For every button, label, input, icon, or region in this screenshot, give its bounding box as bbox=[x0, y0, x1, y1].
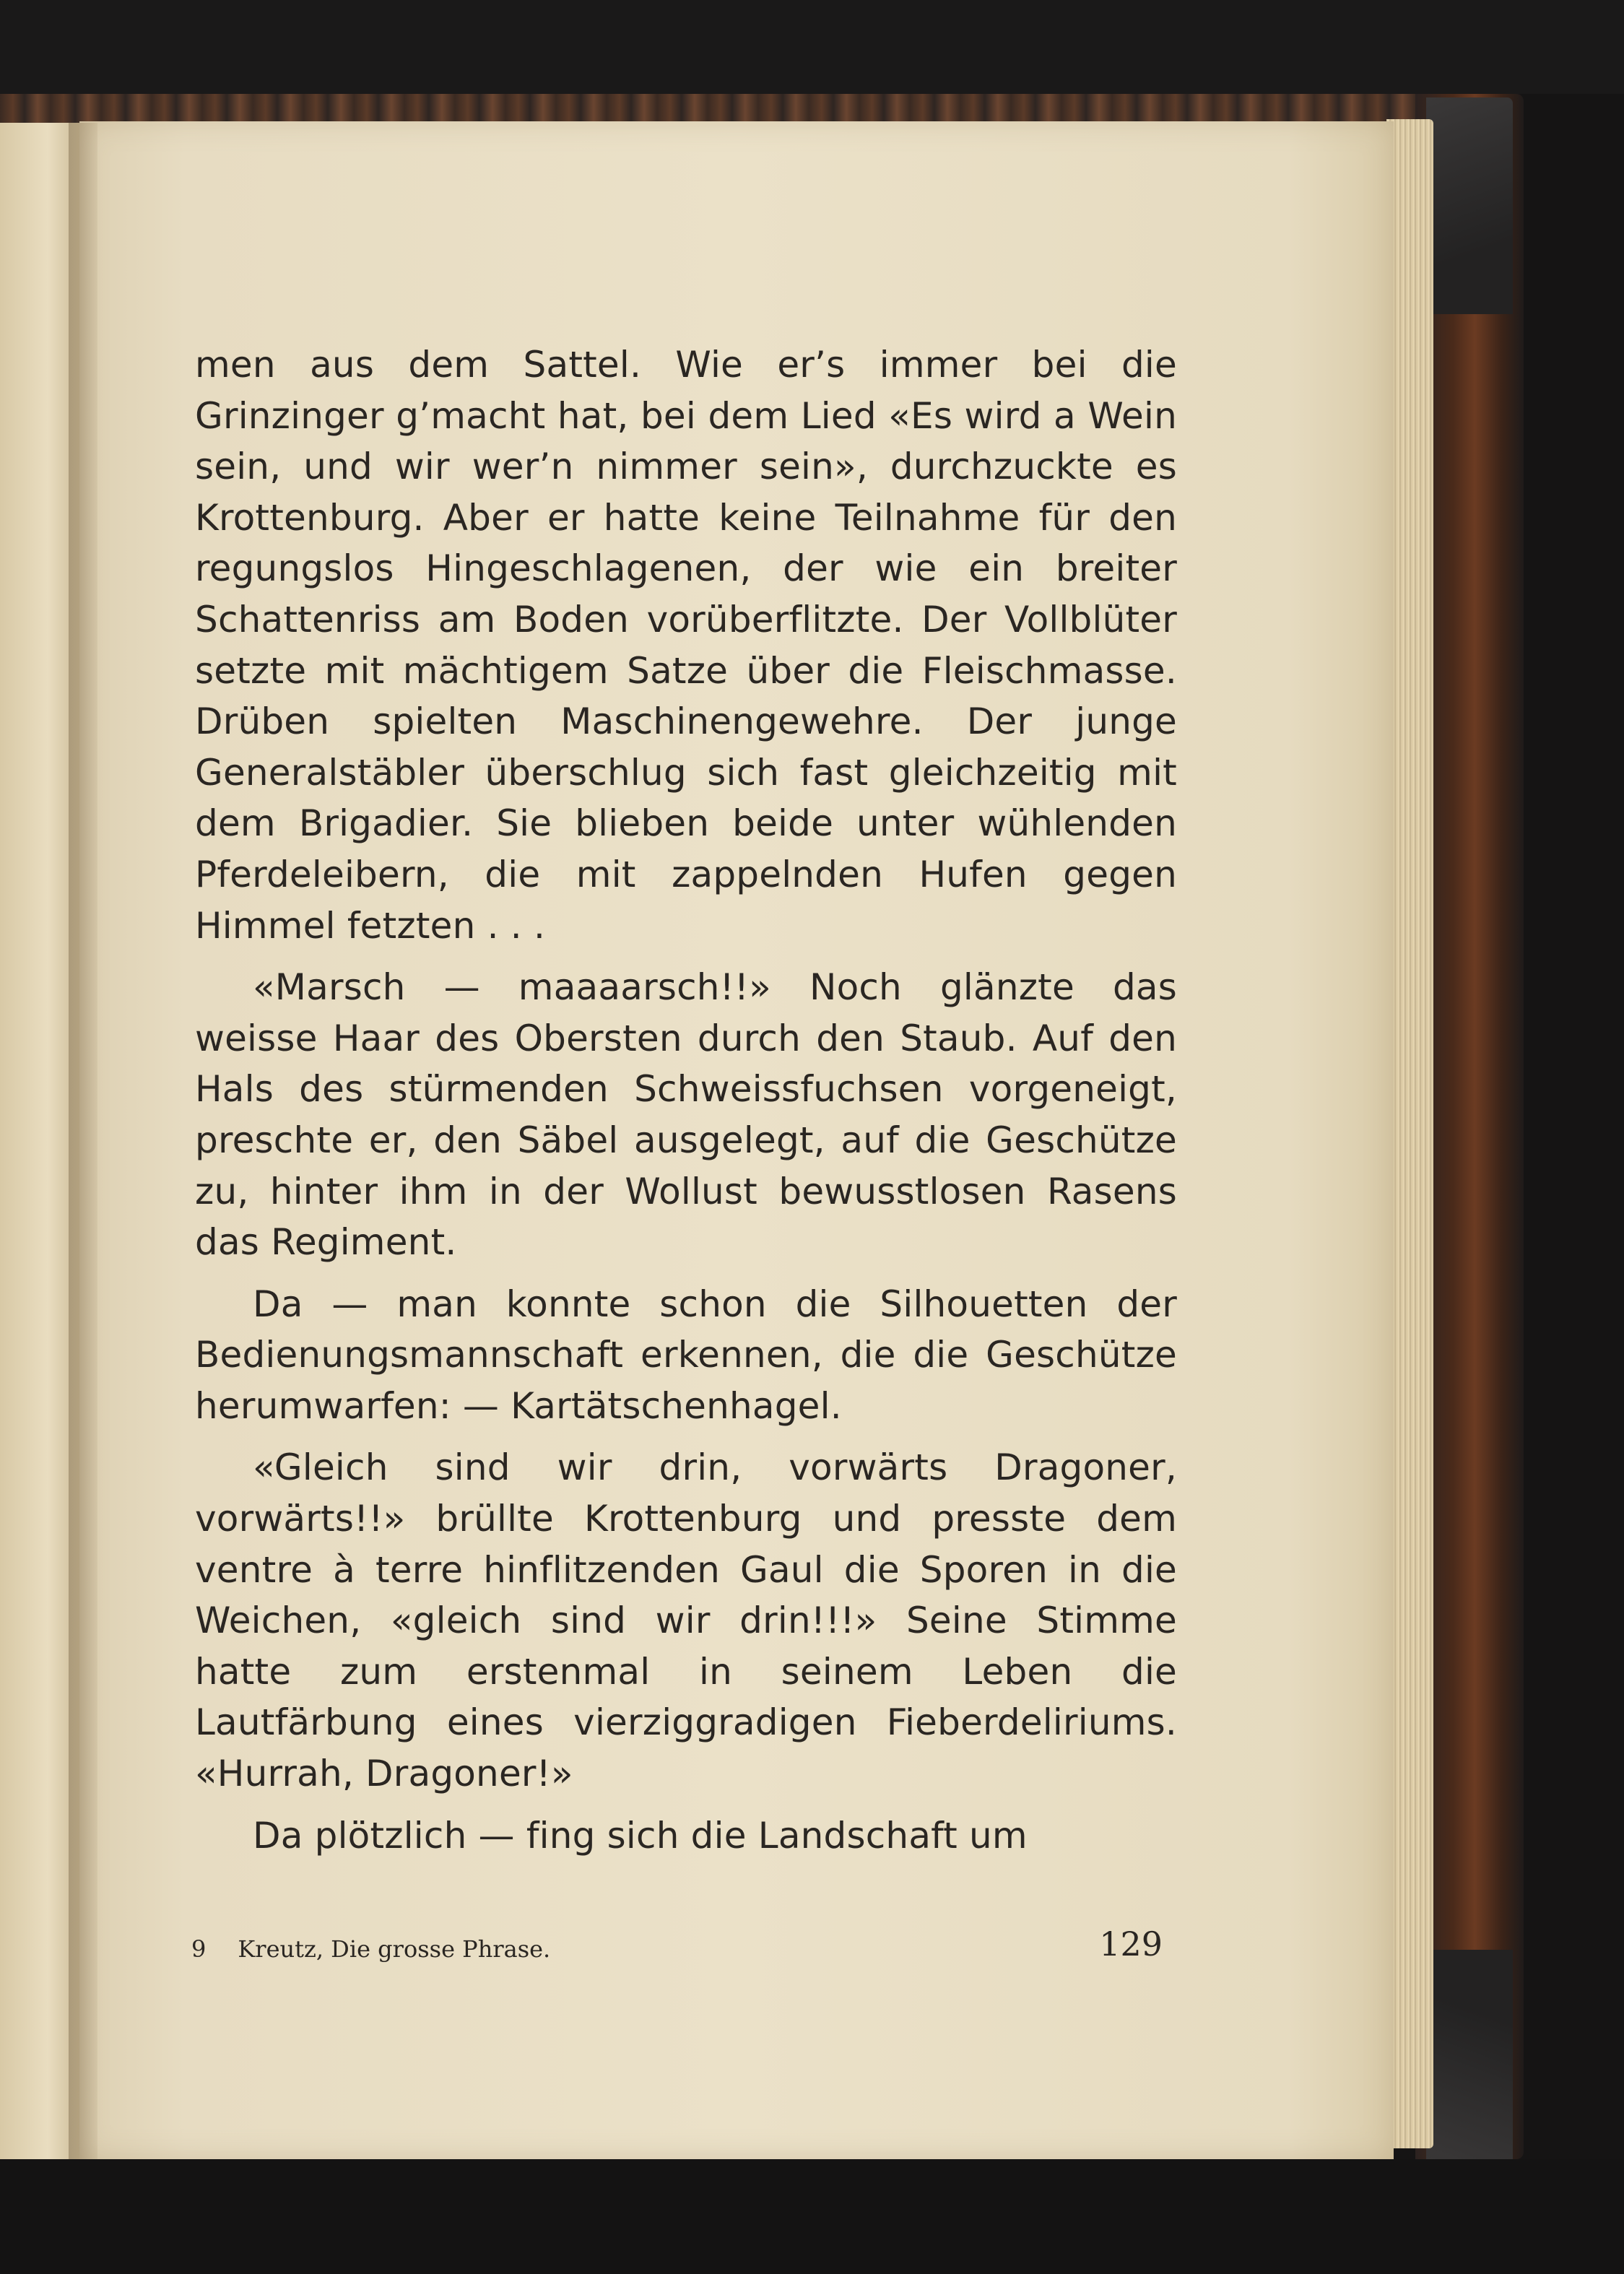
printer-signature bbox=[191, 1935, 550, 1963]
cover-corner-bottom bbox=[1426, 1950, 1513, 2166]
paragraph-1: men aus dem Sattel. Wie er’s immer bei die Grinzinger g’macht hat, bei dem Lied «Es wird a Wein sein, und wir wer’n nimmer sein», durchzuckte es Krottenburg. Aber er hatte keine Teilnahme für den regungslos Hingeschlagenen, der wie ein breiter Schattenriss am Boden vorüberflitzte. Der Vollblüter setzte mit mächtigem Satze über die Fleischmasse. Drüben spielten Maschinengewehre. Der junge Generalstäbler überschlug sich fast gleichzeitig mit dem Brigadier. Sie blieben beide unter wühlenden Pferdeleibern, die mit zappelnden Hufen gegen Himmel fetzten . . . bbox=[195, 344, 1177, 947]
page-number: 129 bbox=[1099, 1924, 1163, 1963]
paragraph-2: «Marsch — maaaarsch!!» Noch glänzte das weisse Haar des Obersten durch den Staub. Auf den Hals des stürmenden Schweissfuchsen vorgeneigt, preschte er, den Säbel ausgelegt, auf die Geschütze zu, hinter ihm in der Wollust bewusstlosen Rasens das Regiment. bbox=[195, 966, 1177, 1264]
paragraph-4: «Gleich sind wir drin, vorwärts Dragoner, vorwärts!!» brüllte Krottenburg und presste dem ventre à terre hinflitzenden Gaul die Sporen in die Weichen, «gleich sind wir drin!!!» Seine Stimme hatte zum erstenmal in seinem Leben die Lautfärbung eines vierziggradigen Fieberdeliriums. «Hurrah, Dragoner!» bbox=[195, 1446, 1177, 1795]
page-body-text bbox=[195, 339, 1177, 1872]
paragraph-5: Da plötzlich — fing sich die Landschaft um bbox=[253, 1814, 1028, 1857]
left-page-sliver bbox=[0, 123, 79, 2159]
scan-background bbox=[0, 0, 1624, 94]
paragraph-3: Da — man konnte schon die Silhouetten der Bedienungsmannschaft erkennen, die die Geschütze herumwarfen: — Kartätschenhagel. bbox=[195, 1283, 1177, 1427]
signature-number: 9 bbox=[191, 1935, 207, 1963]
scan-background-bottom bbox=[0, 2159, 1624, 2274]
page-gutter bbox=[69, 123, 97, 2159]
cover-corner-top bbox=[1426, 97, 1513, 314]
signature-title: Kreutz, Die grosse Phrase. bbox=[238, 1935, 551, 1963]
